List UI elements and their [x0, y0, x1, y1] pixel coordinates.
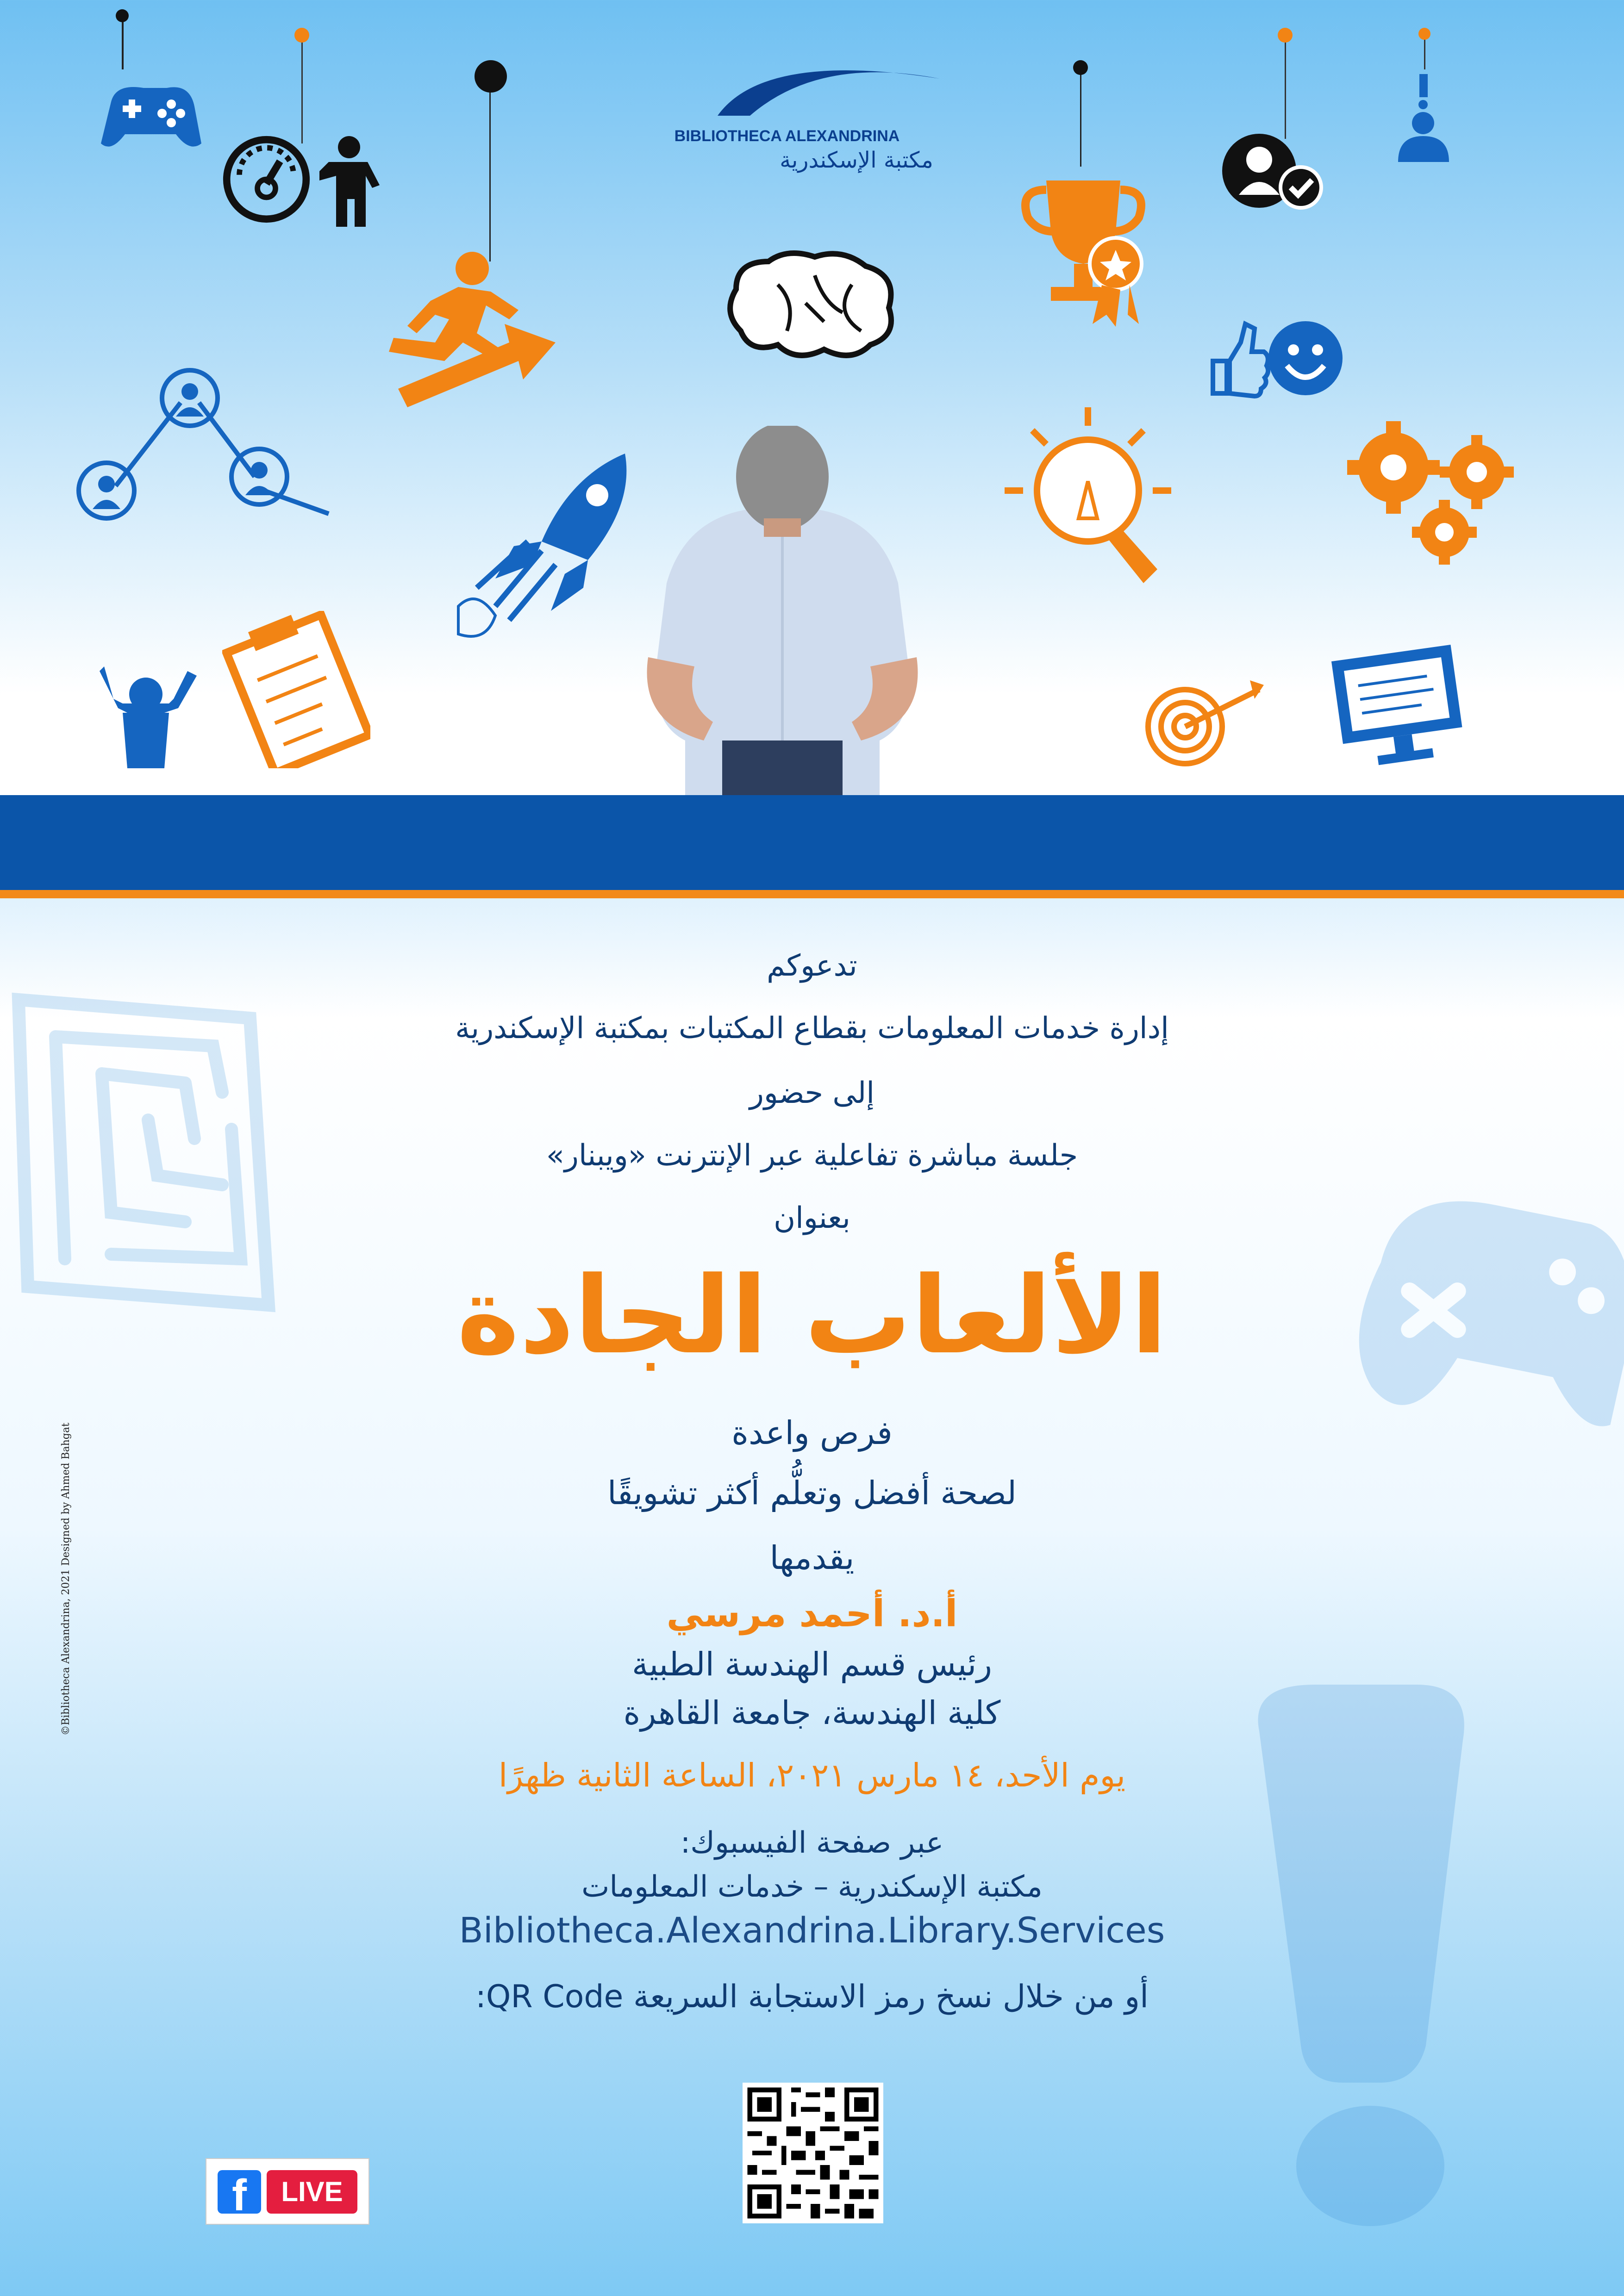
presented-by-text: يقدمها	[769, 1539, 855, 1577]
lightbulb-icon	[995, 407, 1181, 602]
speedometer-icon	[221, 134, 312, 224]
target-arrow-icon	[1143, 676, 1268, 768]
brain-icon	[722, 248, 898, 363]
gamepad-icon	[97, 74, 204, 153]
thumbs-up-smiley-icon	[1204, 315, 1343, 403]
subtitle-line2: لصحة أفضل وتعلُّم أكثر تشويقًا	[607, 1474, 1017, 1512]
library-logo	[708, 51, 954, 120]
presenter-name: أ.د. أحمد مرسي	[666, 1592, 958, 1635]
logo-text-ar: مكتبة الإسكندرية	[780, 147, 933, 173]
clipboard-icon	[222, 611, 370, 768]
department-text: إدارة خدمات المعلومات بقطاع المكتبات بمكتبة الإسكندرية	[455, 1011, 1169, 1045]
person-exclamation-icon	[1393, 69, 1454, 162]
facebook-page-name: مكتبة الإسكندرية – خدمات المعلومات	[581, 1870, 1043, 1904]
subtitle-line1: فرص واعدة	[731, 1414, 893, 1452]
qr-note-text: أو من خلال نسخ رمز الاستجابة السريعة QR Code:	[475, 1979, 1149, 2015]
trophy-medal-icon	[1018, 176, 1148, 329]
header-band	[0, 795, 1624, 890]
facebook-live-badge	[206, 2158, 369, 2225]
rocket-icon	[440, 449, 634, 648]
user-check-icon	[1222, 132, 1324, 211]
header-stripe	[0, 890, 1624, 898]
event-datetime: يوم الأحد، ١٤ مارس ٢٠٢١، الساعة الثانية ظهرًا	[498, 1756, 1126, 1794]
presenter-icon	[319, 134, 380, 227]
to-attend-text: إلى حضور	[750, 1076, 874, 1110]
facebook-icon: f	[218, 2170, 261, 2214]
monitor-icon	[1329, 634, 1468, 773]
qr-code[interactable]	[743, 2083, 883, 2223]
gears-icon	[1347, 417, 1528, 565]
session-text: جلسة مباشرة تفاعلية عبر الإنترنت «ويبنار»	[546, 1139, 1078, 1173]
presenter-role: رئيس قسم الهندسة الطبية	[632, 1645, 992, 1683]
titled-text: بعنوان	[774, 1201, 850, 1235]
network-people-icon	[69, 347, 347, 532]
running-person-arrow-icon	[380, 250, 565, 412]
cheering-person-icon	[90, 666, 201, 768]
logo-text-en: BIBLIOTHECA ALEXANDRINA	[674, 127, 900, 145]
presenter-affiliation: كلية الهندسة، جامعة القاهرة	[623, 1694, 1001, 1732]
invites-text: تدعوكم	[767, 949, 857, 983]
page-title: الألعاب الجادة	[456, 1254, 1168, 1378]
via-facebook-text: عبر صفحة الفيسبوك:	[680, 1826, 944, 1860]
copyright-credit: ©Bibliotheca Alexandrina, 2021 Designed by Ahmed Bahgat	[60, 1423, 72, 1736]
facebook-page-url[interactable]: Bibliotheca.Alexandrina.Library.Services	[459, 1910, 1165, 1951]
live-label: LIVE	[267, 2170, 357, 2214]
man-photo	[611, 426, 954, 796]
